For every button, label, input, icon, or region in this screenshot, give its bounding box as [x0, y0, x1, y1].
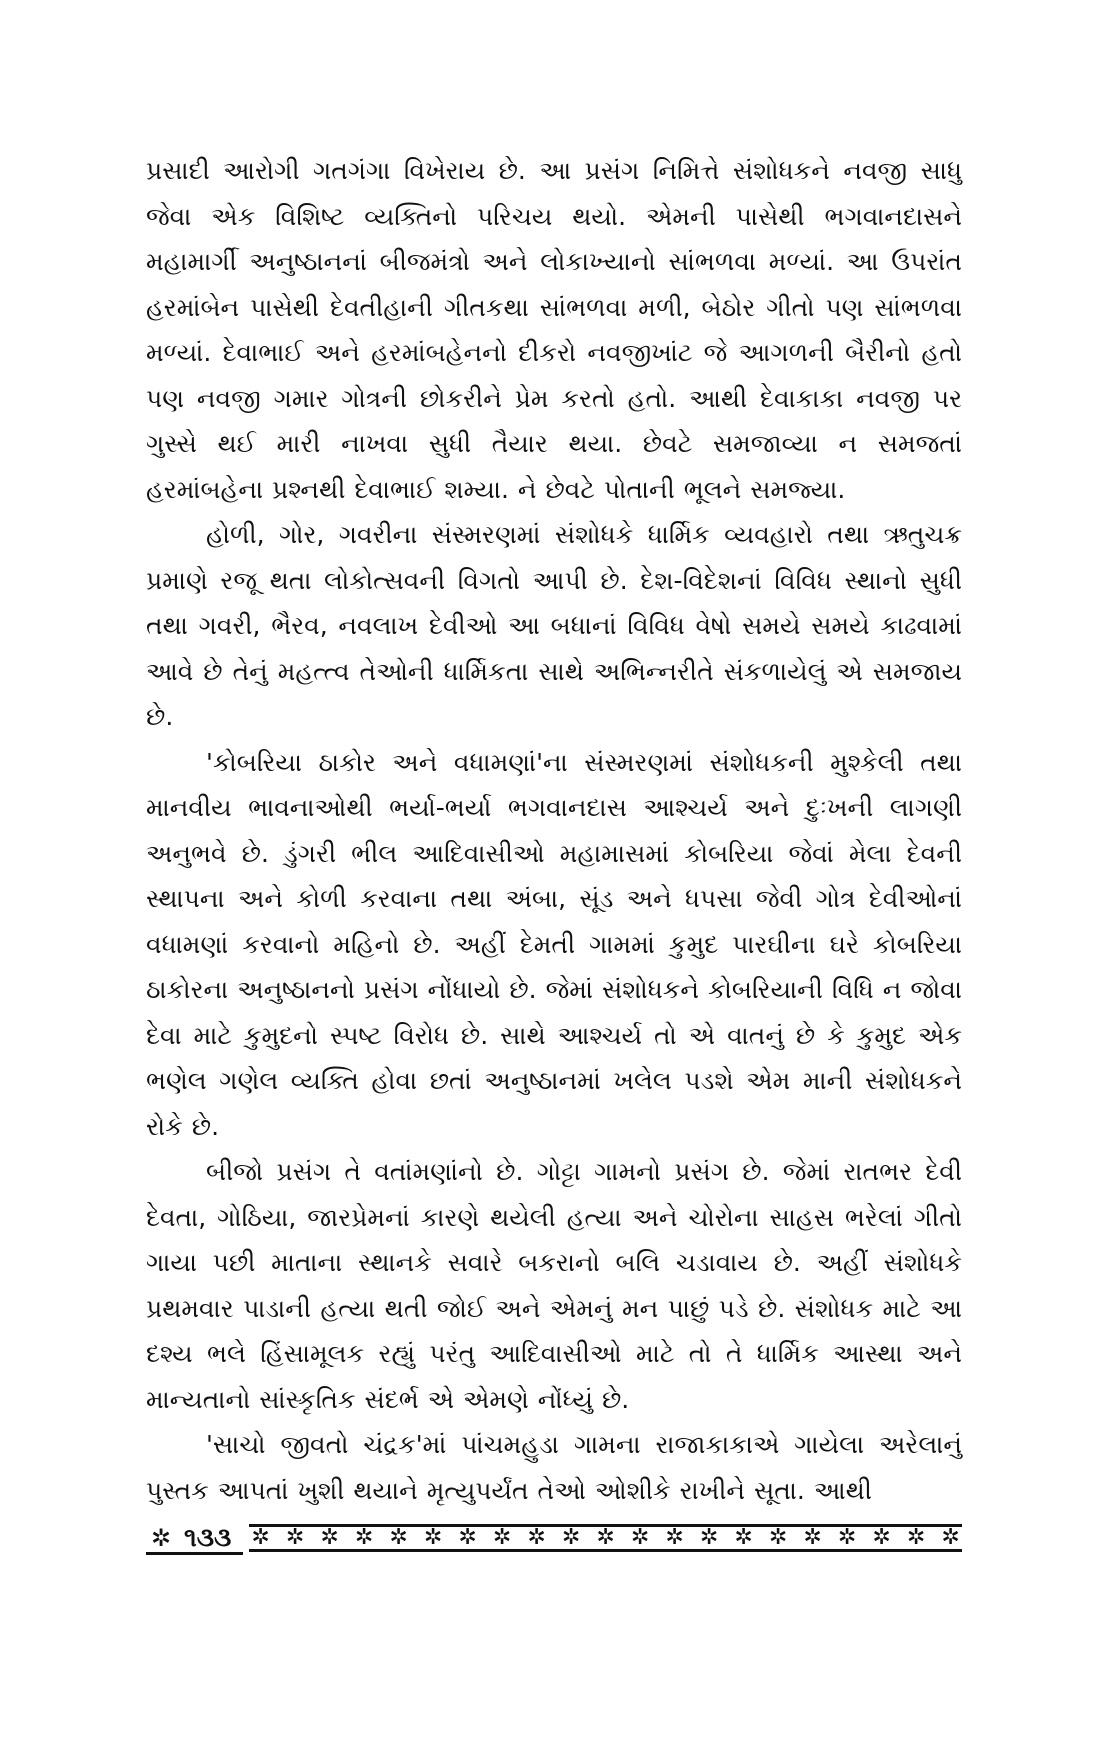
- paragraph-1: પ્રસાદી આરોગી ગતગંગા વિખેરાય છે. આ પ્રસંગ નિમિત્તે સંશોધકને નવજી સાધુ જેવા એક વિશિષ્ટ વ્યક્તિનો પરિચય થયો. એમની પાસેથી ભગવાનદાસને મહામાર્ગી અનુષ્ઠાનનાં બીજમંત્રો અને લોકાખ્યાનો સાંભળવા મળ્યાં. આ ઉપરાંત હરમાંબેન પાસેથી દેવતીહાની ગીતકથા સાંભળવા મળી, બેઠોર ગીતો પણ સાંભળવા મળ્યાં. દેવાભાઈ અને હરમાંબહેનનો દીકરો નવજીખાંટ જે આગળની બૈરીનો હતો પણ નવજી ગમાર ગોત્રની છોકરીને પ્રેમ કરતો હતો. આથી દેવાકાકા નવજી પર ગુસ્સે થઈ મારી નાખવા સુધી તૈયાર થયા. છેવટે સમજાવ્યા ન સમજતાં હરમાંબહેના પ્રશ્નથી દેવાભાઈ શમ્યા. ને છેવટે પોતાની ભૂલને સમજ્યા.: [146, 156, 962, 504]
- star-ornament-icon: ✲: [699, 1525, 719, 1550]
- star-ornament-icon: ✲: [527, 1525, 546, 1550]
- star-ornament-icon: ✲: [665, 1525, 684, 1550]
- paragraph-4: બીજો પ્રસંગ તે વતાંમણાંનો છે. ગોટ્ટા ગામનો પ્રસંગ છે. જેમાં રાતભર દેવી દેવતા, ગોઠિયા, જારપ્રેમનાં કારણે થયેલી હત્યા અને ચોરોના સાહસ ભરેલાં ગીતો ગાયા પછી માતાના સ્થાનકે સવારે બકરાનો બલિ ચડાવાય છે. અહીં સંશોધકે પ્રથમવાર પાડાની હત્યા થતી જોઈ અને એમનું મન પાછું પડે છે. સંશોધક માટે આ દશ્ય ભલે હિંસામૂલક રહ્યું પરંતુ આદિવાસીઓ માટે તો તે ધાર્મિક આસ્થા અને માન્યતાનો સાંસ્કૃતિક સંદર્ભ એ એમણે નોંધ્યું છે.: [146, 1157, 962, 1414]
- star-ornament-icon: ✲: [906, 1525, 926, 1550]
- star-ornament-icon: ✲: [150, 1524, 172, 1552]
- star-ornament-icon: ✲: [251, 1525, 270, 1550]
- star-ornament-icon: ✲: [803, 1525, 822, 1550]
- star-ornament-icon: ✲: [872, 1525, 891, 1550]
- page-number: ૧૩૩: [184, 1522, 232, 1553]
- star-ornament-icon: ✲: [734, 1525, 753, 1550]
- star-ornament-icon: ✲: [492, 1525, 512, 1550]
- star-ornament-icon: ✲: [561, 1525, 581, 1550]
- star-ornament-icon: ✲: [630, 1525, 650, 1550]
- footer-page-block: [146, 1521, 243, 1555]
- page-body: [146, 148, 962, 1513]
- paragraph-5: 'સાચો જીવતો ચંદ્રક'માં પાંચમહુડા ગામના રાજાકાકાએ ગાયેલા અરેલાનું પુસ્તક આપતાં ખુશી થયાને મૃત્યુપર્યંત તેઓ ઓશીકે રાખીને સૂતા. આથી: [146, 1430, 962, 1505]
- star-ornament-icon: ✲: [837, 1525, 857, 1550]
- star-ornament-icon: ✲: [285, 1525, 305, 1550]
- star-ornament-icon: ✲: [596, 1525, 615, 1550]
- star-ornament-icon: ✲: [354, 1525, 374, 1550]
- star-rule-ornament: [249, 1524, 962, 1552]
- star-ornament-icon: ✲: [768, 1525, 788, 1550]
- star-ornament-icon: ✲: [423, 1525, 443, 1550]
- paragraph-3: 'કોબરિયા ઠાકોર અને વધામણાં'ના સંસ્મરણમાં સંશોધકની મુશ્કેલી તથા માનવીય ભાવનાઓથી ભર્યા-ભર્યા ભગવાનદાસ આશ્ચર્ય અને દુઃખની લાગણી અનુભવે છે. ડુંગરી ભીલ આદિવાસીઓ મહામાસમાં કોબરિયા જેવાં મેલા દેવની સ્થાપના અને કોળી કરવાના તથા અંબા, સૂંડ અને ધપસા જેવી ગોત્ર દેવીઓનાં વધામણાં કરવાનો મહિનો છે. અહીં દેમતી ગામમાં કુમુદ પારઘીના ઘરે કોબરિયા ઠાકોરના અનુષ્ઠાનનો પ્રસંગ નોંધાયો છે. જેમાં સંશોધકને કોબરિયાની વિધિ ન જોવા દેવા માટે કુમુદનો સ્પષ્ટ વિરોધ છે. સાથે આશ્ચર્ય તો એ વાતનું છે કે કુમુદ એક ભણેલ ગણેલ વ્યક્તિ હોવા છતાં અનુષ્ઠાનમાં ખલેલ પડશે એમ માની સંશોધકને રોકે છે.: [146, 747, 962, 1141]
- paragraph-2: હોળી, ગોર, ગવરીના સંસ્મરણમાં સંશોધકે ધાર્મિક વ્યવહારો તથા ઋતુચક્ર પ્રમાણે રજૂ થતા લોકોત્સવની વિગતો આપી છે. દેશ-વિદેશનાં વિવિધ સ્થાનો સુધી તથા ગવરી, ભૈરવ, નવલાખ દેવીઓ આ બધાનાં વિવિધ વેષો સમયે સમયે કાઢવામાં આવે છે તેનું મહત્ત્વ તેઓની ધાર્મિકતા સાથે અભિન્નરીતે સંકળાયેલું એ સમજાય છે.: [146, 520, 962, 731]
- star-ornament-icon: ✲: [320, 1525, 339, 1550]
- page-footer: [146, 1518, 962, 1558]
- star-ornament-icon: ✲: [941, 1525, 960, 1550]
- star-ornament-icon: ✲: [389, 1525, 408, 1550]
- star-ornament-icon: ✲: [458, 1525, 477, 1550]
